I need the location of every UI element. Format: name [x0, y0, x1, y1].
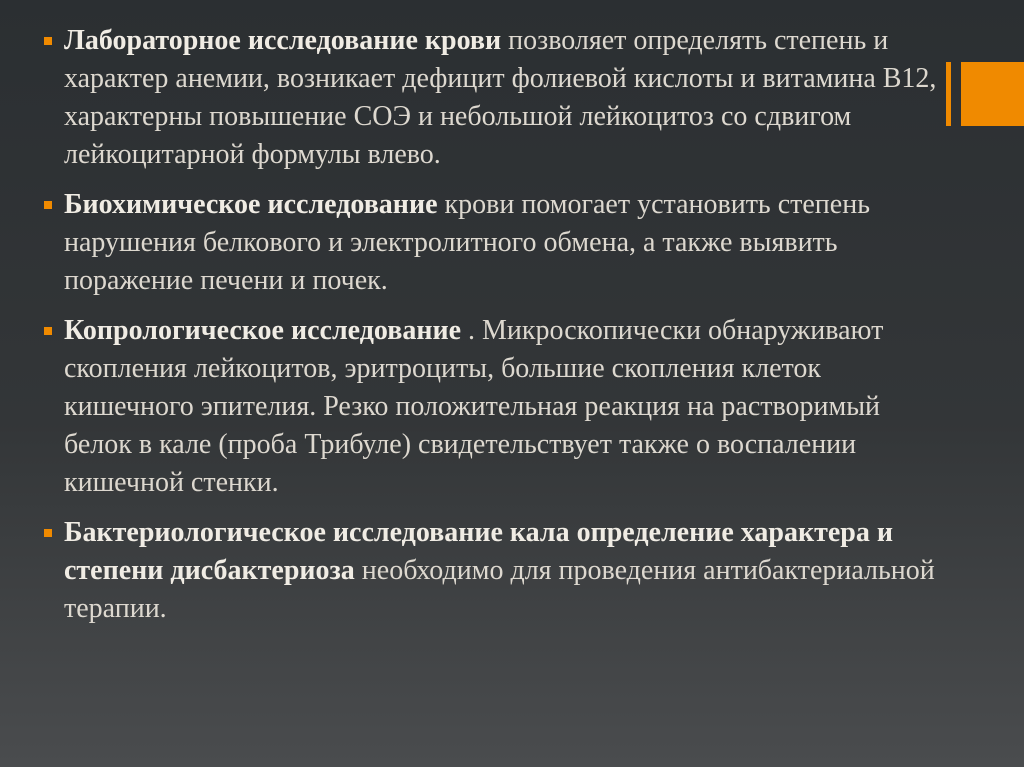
item-heading: Копрологическое исследование [64, 315, 462, 346]
item-heading: Бактериологическое исследование кала определение характера и степени дисбактериоза [64, 517, 894, 586]
item-text: позволяет определять степень и характер анемии, возникает дефицит фолиевой кислоты и витамина В12, характерны повышение СОЭ и небольшой лейкоцитоз со сдвигом лейкоцитарной формулы влево. [64, 25, 937, 170]
list-item [42, 22, 942, 174]
bullet-list [42, 22, 942, 640]
list-item [42, 514, 942, 628]
accent-bar-thick [961, 62, 1024, 126]
list-item [42, 312, 942, 502]
item-text: . Микроскопически обнаруживают скопления лейкоцитов, эритроциты, большие скопления клеток кишечного эпителия. Резко положительная реакция на растворимый белок в кале (проба Трибуле) свидетельствует также о воспалении кишечной стенки. [64, 315, 884, 498]
item-text: крови помогает установить степень нарушения белкового и электролитного обмена, а также выявить поражение печени и почек. [64, 189, 870, 296]
item-heading: Биохимическое исследование [64, 189, 438, 220]
square-bullet-icon [44, 37, 52, 45]
accent-bars-decoration [946, 62, 1024, 126]
list-item [42, 186, 942, 300]
square-bullet-icon [44, 529, 52, 537]
item-heading: Лабораторное исследование крови [64, 25, 502, 56]
square-bullet-icon [44, 327, 52, 335]
square-bullet-icon [44, 201, 52, 209]
accent-bar-thin [946, 62, 951, 126]
item-text: необходимо для проведения антибактериальной терапии. [64, 555, 935, 624]
